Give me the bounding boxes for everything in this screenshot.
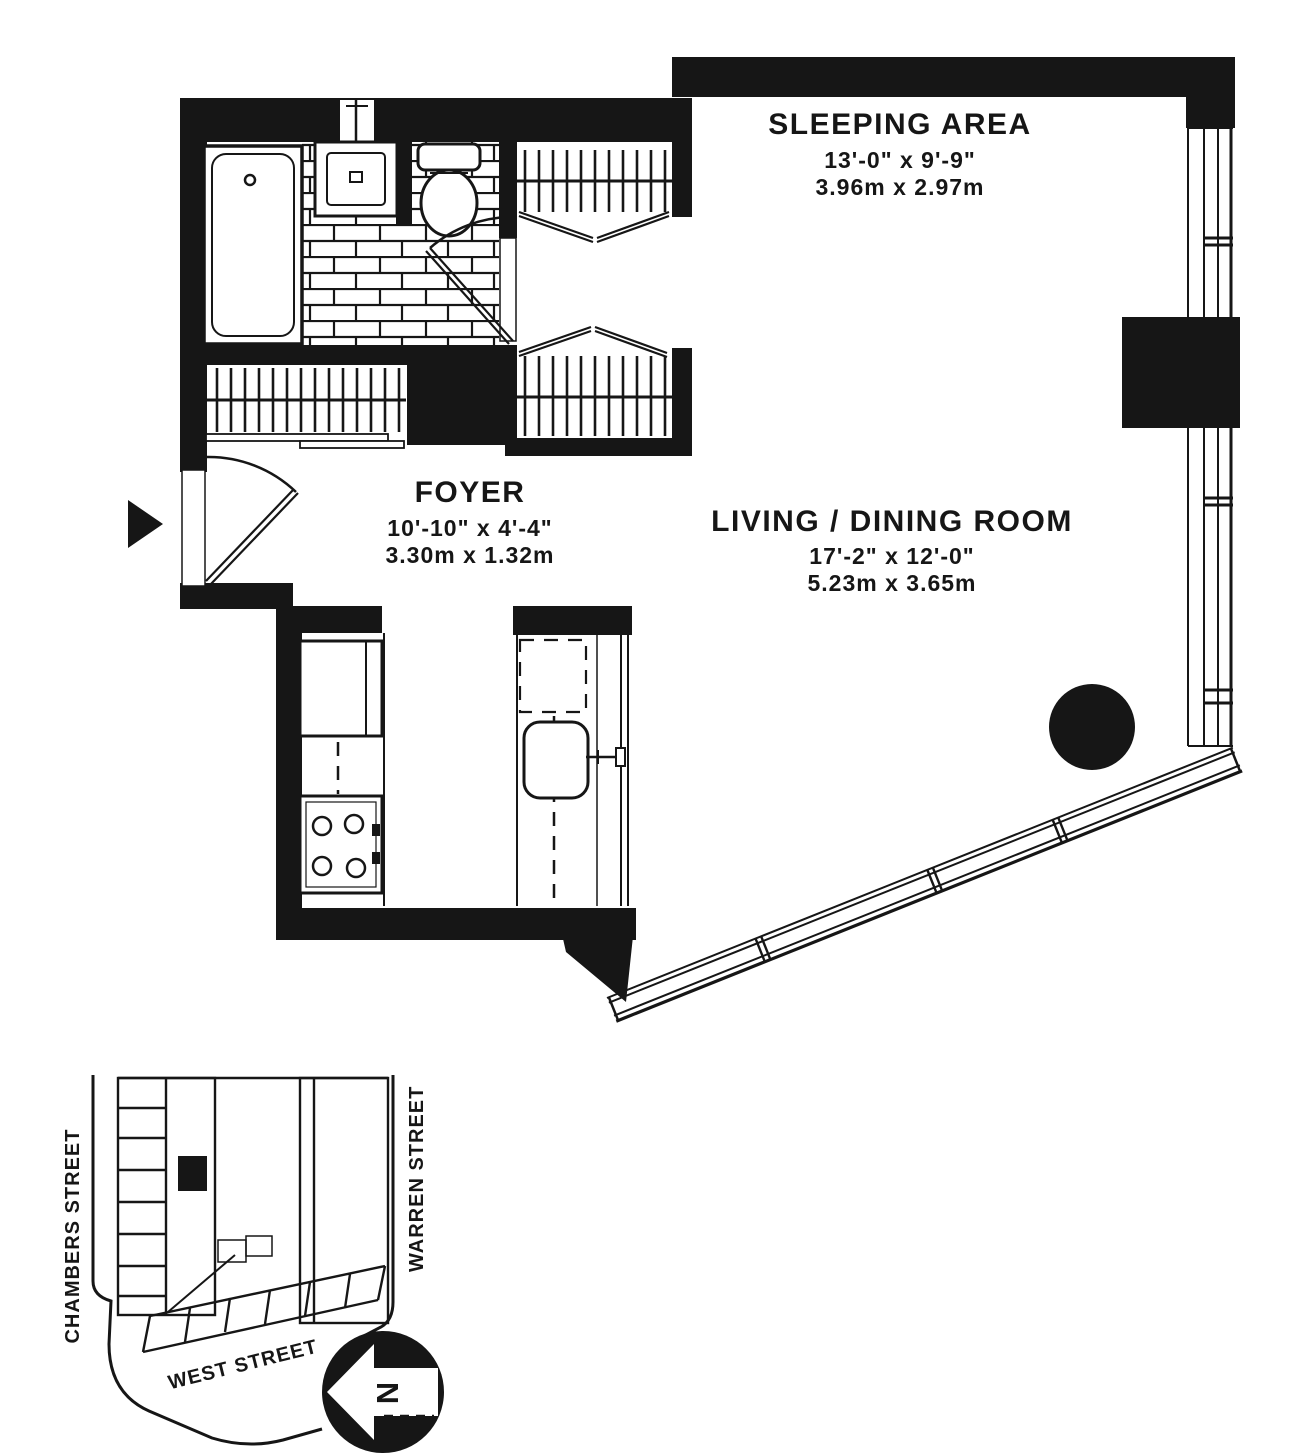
four-burner-stove [300,796,382,893]
street-label-west: WEST STREET [165,1335,320,1395]
room-label-sleeping-area [700,108,1100,201]
closet-upper [517,150,672,242]
key-plan-building [118,1078,388,1352]
column-east-wall [1122,317,1240,428]
bathtub [204,146,302,344]
room-dims-metric-foyer: 3.30m x 1.32m [385,542,555,568]
entry-door-swing [182,457,298,586]
key-plan-unit-marker [178,1156,207,1191]
wall-kitchen-left [276,606,302,940]
closet-left [204,368,406,448]
room-dims-imperial-foyer: 10'-10" x 4'-4" [387,515,553,541]
wall-bath-top [180,98,692,142]
room-dims-metric-living: 5.23m x 3.65m [807,570,977,596]
closet-lower [517,327,672,436]
bifold-doors-lower [519,327,667,357]
room-name-foyer: FOYER [414,476,526,509]
wall-bath-closet-divider [200,345,410,365]
wall-left-corner [180,583,293,609]
wall-kitchen-stub-right [513,606,632,635]
room-dims-imperial-living: 17'-2" x 12'-0" [809,543,975,569]
refrigerator [300,641,382,736]
kitchen-sink [524,722,625,798]
wall-kitchen-stub-left [276,606,382,633]
wall-diagonal-stub [556,908,636,1002]
wall-corner-step [1186,95,1235,128]
room-dims-metric-sleeping: 3.96m x 2.97m [815,174,985,200]
wall-closet-lower-bottom [505,438,692,456]
wall-closet-upper-right [672,128,692,217]
room-name-living-dining: LIVING / DINING ROOM [711,505,1073,538]
structural-column [1049,684,1135,770]
kitchen [300,633,628,906]
street-label-warren: WARREN STREET [406,1085,428,1272]
toilet [418,144,480,236]
wall-closet-lower-right [672,348,692,445]
wall-between-closets [407,345,517,445]
wall-sleeping-top [672,57,1235,97]
entry-arrow [128,500,163,548]
diagonal-window-wall [607,748,1242,1022]
room-dims-imperial-sleeping: 13'-0" x 9'-9" [824,147,976,173]
compass-north-label: N [370,1381,405,1405]
street-label-chambers: CHAMBERS STREET [62,1128,84,1344]
room-name-sleeping: SLEEPING AREA [768,108,1032,141]
sliding-doors-left-closet [206,434,404,448]
room-label-foyer [325,476,615,569]
room-label-living-dining [672,505,1112,597]
window-wall-east [1188,128,1233,746]
bifold-doors-upper [519,212,669,242]
wall-bathroom-right-jamb [499,142,517,238]
